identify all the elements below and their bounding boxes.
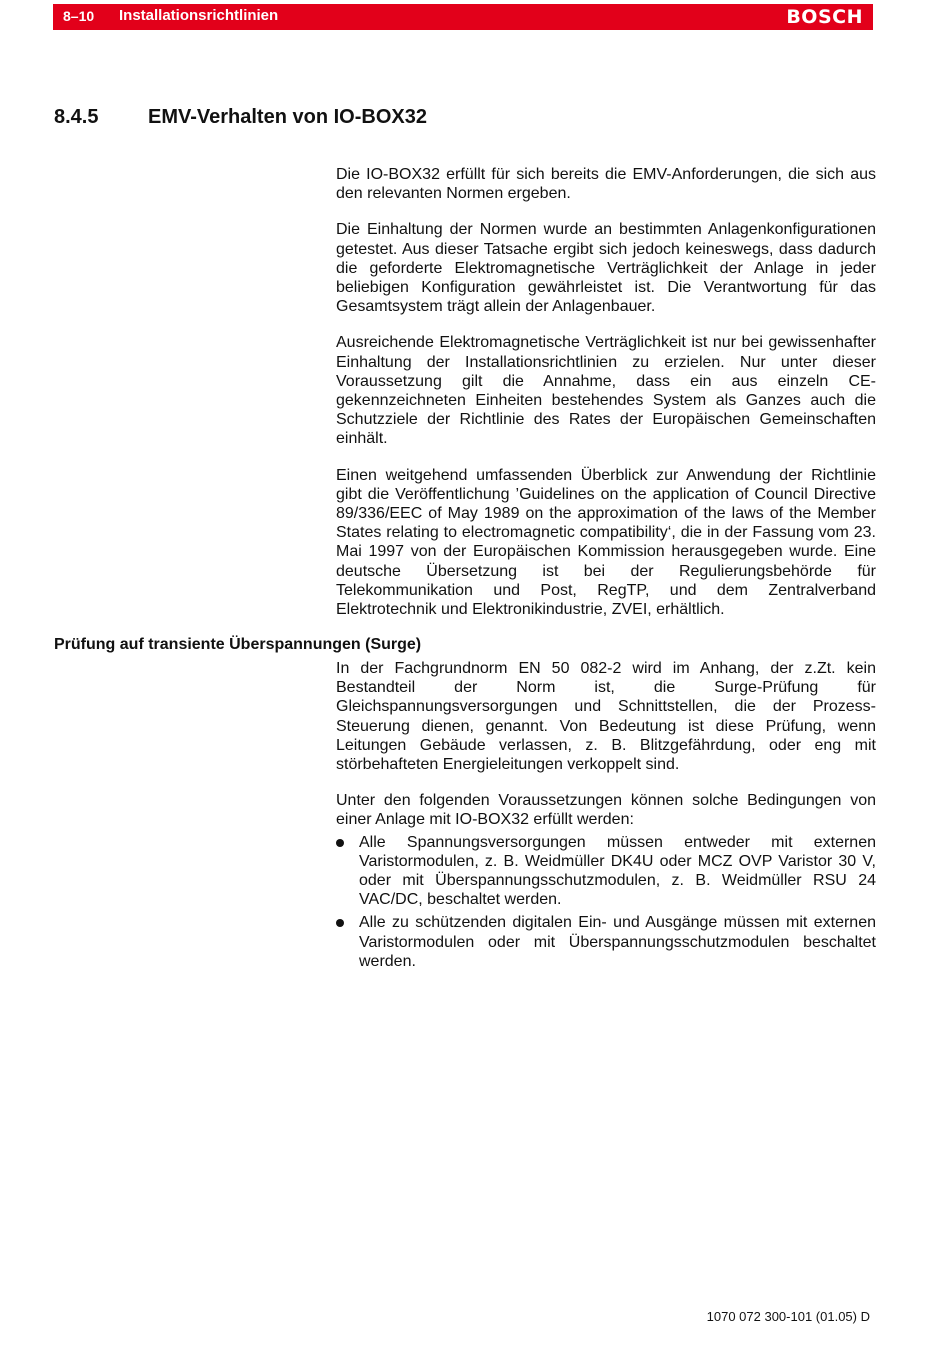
page-header bbox=[53, 4, 873, 30]
surge-body bbox=[336, 659, 876, 975]
surge-heading: Prüfung auf transiente Überspannungen (Surge) bbox=[54, 636, 422, 653]
section-number: 8.4.5 bbox=[54, 106, 99, 128]
section-title: EMV-Verhalten von IO-BOX32 bbox=[148, 106, 427, 128]
document-number: 1070 072 300-101 (01.05) D bbox=[706, 1309, 870, 1324]
paragraph: In der Fachgrundnorm EN 50 082-2 wird im Anhang, der z.Zt. kein Bestandteil der Norm ist, die Surge-Prüfung für Gleichspannungsversorgungen und Schnittstellen, die der Prozess-Steuerung dienen, genannt. Von Bedeutung ist diese Prüfung, wenn Leitungen Gebäude verlassen, z. B. Blitzgefährdung, oder eng mit störbehafteten Energieleitungen verkoppelt sind. bbox=[336, 660, 876, 774]
header-chapter-title: Installationsrichtlinien bbox=[119, 7, 279, 24]
paragraph: Ausreichende Elektromagnetische Verträglichkeit ist nur bei gewissenhafter Einhaltung der Installationsrichtlinien zu erzielen. Nur unter dieser Voraussetzung gilt die Annahme, dass ein aus einzeln CE-gekennzeichneten Einheiten bestehendes System als Ganzes auch die Schutzziele der Richtlinie des Rates der Europäischen Gemeinschaften einhält. bbox=[336, 334, 876, 448]
bullet-dot-icon bbox=[336, 919, 344, 927]
list-item bbox=[336, 913, 876, 971]
paragraph: Einen weitgehend umfassenden Überblick zur Anwendung der Richtlinie gibt die Veröffentlichung ’Guidelines on the application of Council Directive 89/336/EEC of May 1989 on the approximation of the laws of the Member States relating to electromagnetic compatibility‘, die in der Fassung vom 23. Mai 1997 von der Europäischen Kommission herausgegeben wurde. Eine deutsche Übersetzung ist bei der Regulierungsbehörde für Telekommunikation und Post, RegTP, und dem Zentralverband Elektrotechnik und Elektronikindustrie, ZVEI, erhältlich. bbox=[336, 466, 876, 619]
list-item bbox=[336, 833, 876, 910]
bosch-logo: BOSCH bbox=[786, 6, 863, 28]
header-page-number: 8–10 bbox=[63, 8, 95, 24]
list-item-text: Alle zu schützenden digitalen Ein- und Ausgänge müssen mit externen Varistormodulen oder mit Überspannungsschutzmodulen beschaltet werden. bbox=[359, 914, 876, 970]
bullet-dot-icon bbox=[336, 839, 344, 847]
paragraph: Unter den folgenden Voraussetzungen können solche Bedingungen von einer Anlage mit IO-BOX32 erfüllt werden: bbox=[336, 792, 876, 829]
section-body bbox=[336, 165, 876, 636]
paragraph: Die Einhaltung der Normen wurde an bestimmten Anlagenkonfigurationen getestet. Aus dieser Tatsache ergibt sich jedoch keineswegs, dass dadurch die geforderte Elektromagnetische Verträglichkeit der Anlage in jeder beliebigen Konfiguration gewährleistet ist. Die Verantwortung für das Gesamtsystem trägt allein der Anlagenbauer. bbox=[336, 221, 876, 316]
list-item-text: Alle Spannungsversorgungen müssen entweder mit externen Varistormodulen, z. B. Weidmüller DK4U oder MCZ OVP Varistor 30 V, oder mit Überspannungsschutzmodulen, z. B. Weidmüller RSU 24 VAC/DC, beschaltet werden. bbox=[359, 833, 876, 909]
section-heading bbox=[54, 106, 427, 129]
requirements-list bbox=[336, 833, 876, 971]
paragraph: Die IO-BOX32 erfüllt für sich bereits die EMV-Anforderungen, die sich aus den relevanten Normen ergeben. bbox=[336, 166, 876, 203]
